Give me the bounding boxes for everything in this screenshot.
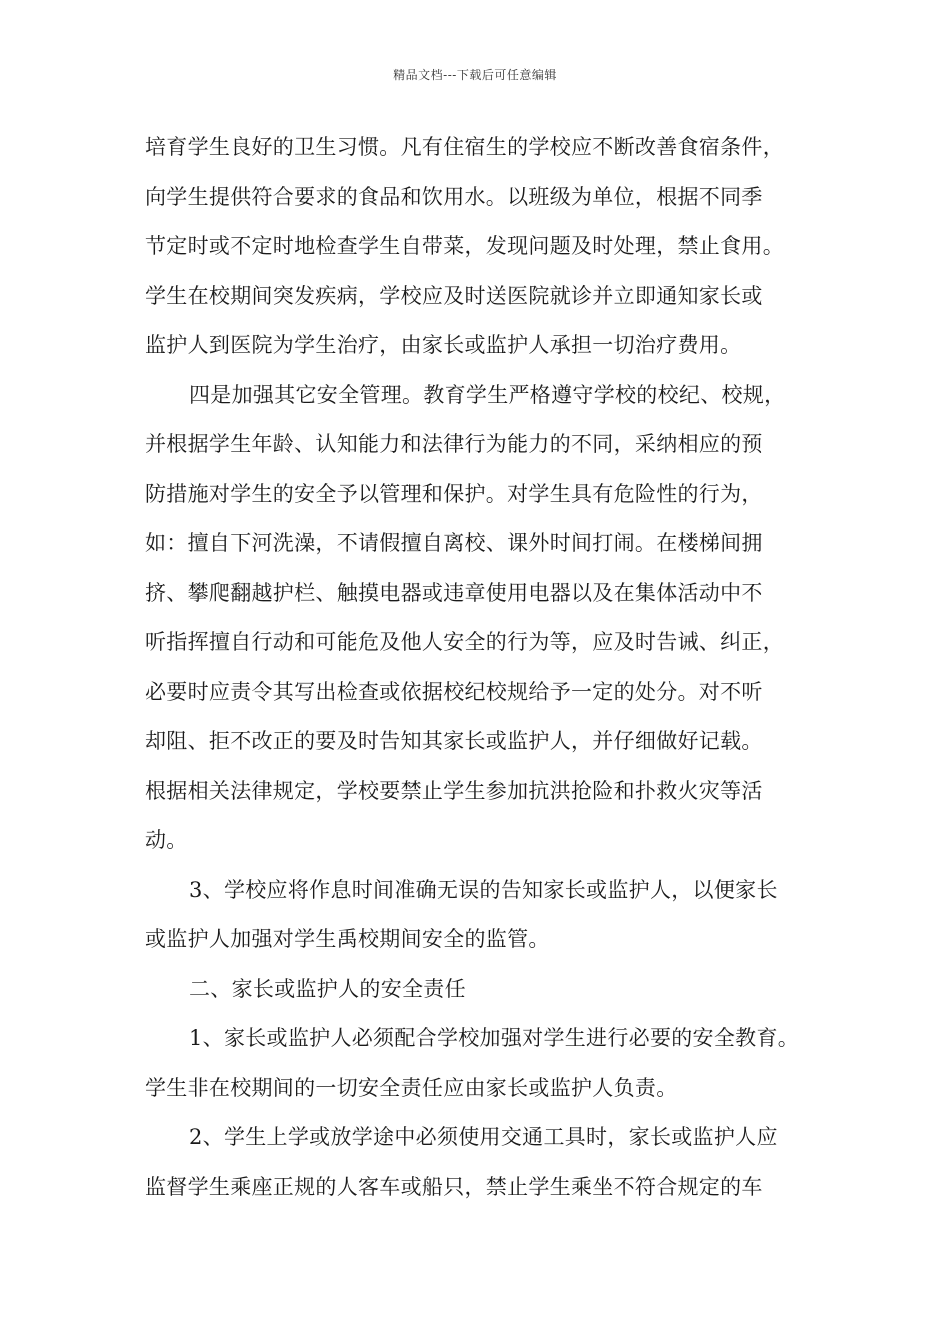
text-line: 防措施对学生的安全予以管理和保护。对学生具有危险性的行为， [145,481,763,506]
text-line: 必要时应责令其写出检查或依据校纪校规给予一定的处分。对不听 [145,679,763,704]
page-header: 精品文档---下载后可任意编辑 [393,68,557,82]
document-body [145,131,825,1220]
text-line: 向学生提供符合要求的食品和饮用水。以班级为单位，根据不同季 [145,184,763,209]
text-line: 监护人到医院为学生治疗，由家长或监护人承担一切治疗费用。 [145,333,742,357]
text-line: 并根据学生年龄、认知能力和法律行为能力的不同，采纳相应的预 [145,432,763,456]
text-line: 却阻、拒不改正的要及时告知其家长或监护人，并仔细做好记载。 [145,729,763,753]
text-line: 学生非在校期间的一切安全责任应由家长或监护人负责。 [145,1075,678,1100]
text-line: 监督学生乘座正规的人客车或船只，禁止学生乘坐不符合规定的车 [145,1174,763,1199]
text-line: 节定时或不定时地检查学生自带菜，发现问题及时处理，禁止食用。 [145,234,784,258]
text-line: 动。 [145,828,188,852]
paragraph-start-line: 四是加强其它安全管理。教育学生严格遵守学校的校纪、校规， [189,382,786,407]
text-line: 或监护人加强对学生禹校期间安全的监管。 [145,927,550,951]
text-line: 挤、攀爬翻越护栏、触摸电器或违章使用电器以及在集体活动中不 [145,580,763,605]
text-line: 听指挥擅自行动和可能危及他人安全的行为等，应及时告诫、纠正， [145,630,784,654]
paragraph-start-line: 3、学校应将作息时间准确无误的告知家长或监护人，以便家长 [189,877,778,902]
text-line: 根据相关法律规定，学校要禁止学生参加抗洪抢险和扑救火灾等活 [145,778,763,803]
text-line: 如：擅自下河洗澡，不请假擅自离校、课外时间打闹。在楼梯间拥 [145,531,763,555]
text-line: 学生在校期间突发疾病，学校应及时送医院就诊并立即通知家长或 [145,283,763,308]
paragraph-start-line: 2、学生上学或放学途中必须使用交通工具时，家长或监护人应 [189,1125,778,1149]
section-heading: 二、家长或监护人的安全责任 [189,976,466,1001]
text-line: 培育学生良好的卫生习惯。凡有住宿生的学校应不断改善食宿条件， [145,135,784,159]
paragraph-start-line: 1、家长或监护人必须配合学校加强对学生进行必要的安全教育。 [189,1026,800,1050]
